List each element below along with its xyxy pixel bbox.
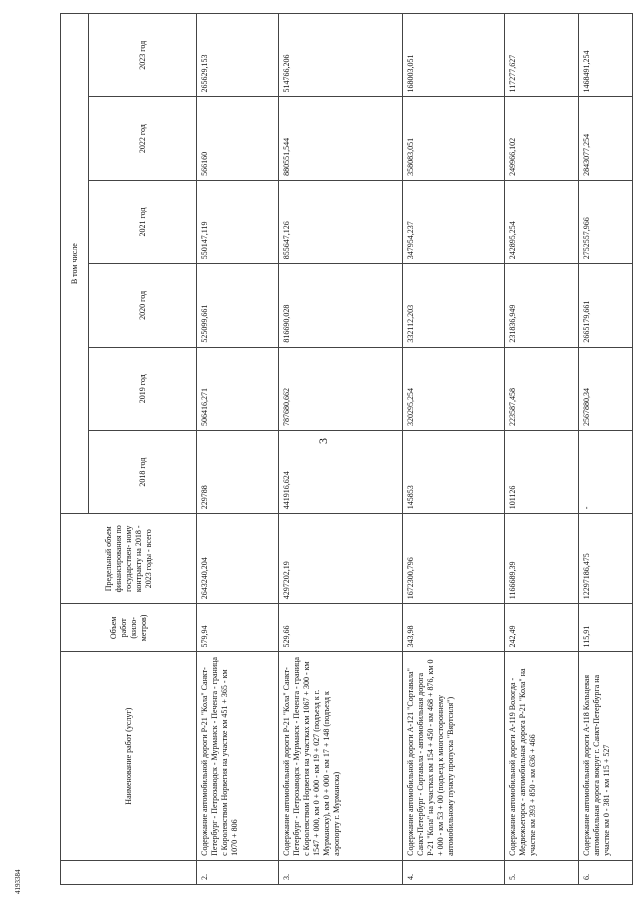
row-name: Содержание автомобильной дороги Р-21 "Кола" Санкт-Петербург - Петрозаводск - Мурманск - Печенга - граница с Королевством Норвегия на участках км 1067 + 300 - км 1547 + 000, км 0 + 000 - км 19 + 027 (подъезд к г. Мурманску), км 0 + 000 - км 17 + 148 (подъезд к аэропорту г. Мурманска) bbox=[279, 652, 403, 860]
row-index: 3. bbox=[279, 860, 403, 884]
table-row bbox=[505, 14, 579, 885]
row-name: Содержание автомобильной дороги А-121 "Сортавала" Санкт-Петербург - Сортавала - автомобильная дорога Р-21 "Кола" на участках км 154 + 450 - км 468 + 876, км 0 + 000 - км 53 + 00 (подъезд к многостороннему автомобильному пункту пропуска "Вяртсиля") bbox=[403, 652, 505, 860]
header-in-that: В том числе bbox=[61, 14, 89, 514]
header-year-2019: 2019 год bbox=[89, 347, 197, 430]
row-2021: 2752557,966 bbox=[579, 180, 633, 263]
row-2022: 2843077,254 bbox=[579, 97, 633, 180]
row-2022: 566160 bbox=[197, 97, 279, 180]
row-2018: 101126 bbox=[505, 430, 579, 513]
page-number: 3 bbox=[316, 438, 330, 444]
row-index: 4. bbox=[403, 860, 505, 884]
row-2020: 332112,203 bbox=[403, 264, 505, 347]
financing-table bbox=[60, 13, 633, 885]
row-2019: 2567880,34 bbox=[579, 347, 633, 430]
row-volume: 579,94 bbox=[197, 604, 279, 652]
row-2022: 880551,544 bbox=[279, 97, 403, 180]
header-name: Наименование работ (услуг) bbox=[61, 652, 197, 860]
row-volume: 242,49 bbox=[505, 604, 579, 652]
row-2018: - bbox=[579, 430, 633, 513]
row-2021: 242895,254 bbox=[505, 180, 579, 263]
header-limit: Предельный объем финансирования по государствен- ному контракту на 2018 - 2023 годы - всего bbox=[61, 514, 197, 604]
table-row bbox=[279, 14, 403, 885]
row-2019: 506416,271 bbox=[197, 347, 279, 430]
row-name: Содержание автомобильной дороги А-119 Вологда - Медвежьегорск - автомобильная дорога Р-21 "Кола" на участке км 393 + 850 - км 636 + 466 bbox=[505, 652, 579, 860]
rotated-document bbox=[60, 13, 611, 885]
row-2020: 816690,028 bbox=[279, 264, 403, 347]
row-2020: 2665179,661 bbox=[579, 264, 633, 347]
row-2020: 525099,661 bbox=[197, 264, 279, 347]
row-2018: 229788 bbox=[197, 430, 279, 513]
header-year-2022: 2022 год bbox=[89, 97, 197, 180]
header-volume: Объем работ (кило- метров) bbox=[61, 604, 197, 652]
table-row bbox=[579, 14, 633, 885]
row-2019: 223587,458 bbox=[505, 347, 579, 430]
row-limit: 1166689,39 bbox=[505, 514, 579, 604]
header-index bbox=[61, 860, 197, 884]
header-year-2021: 2021 год bbox=[89, 180, 197, 263]
row-limit: 2643240,204 bbox=[197, 514, 279, 604]
row-index: 6. bbox=[579, 860, 633, 884]
row-2021: 855647,126 bbox=[279, 180, 403, 263]
row-volume: 343,98 bbox=[403, 604, 505, 652]
row-2019: 320295,254 bbox=[403, 347, 505, 430]
row-2020: 231836,949 bbox=[505, 264, 579, 347]
row-2023: 265629,153 bbox=[197, 14, 279, 98]
row-limit: 12297186,475 bbox=[579, 514, 633, 604]
row-index: 2. bbox=[197, 860, 279, 884]
row-volume: 115,91 bbox=[579, 604, 633, 652]
table-row bbox=[197, 14, 279, 885]
header-year-2020: 2020 год bbox=[89, 264, 197, 347]
row-2023: 514766,206 bbox=[279, 14, 403, 98]
row-index: 5. bbox=[505, 860, 579, 884]
row-2022: 249966,102 bbox=[505, 97, 579, 180]
table-row bbox=[403, 14, 505, 885]
row-limit: 4297202,19 bbox=[279, 514, 403, 604]
row-2018: 145853 bbox=[403, 430, 505, 513]
row-2023: 168003,051 bbox=[403, 14, 505, 98]
row-2019: 787680,662 bbox=[279, 347, 403, 430]
row-2023: 1468491,254 bbox=[579, 14, 633, 98]
row-2021: 550147,119 bbox=[197, 180, 279, 263]
row-2018: 441916,624 bbox=[279, 430, 403, 513]
footer-code: 4193384 bbox=[14, 869, 22, 894]
row-2023: 117277,627 bbox=[505, 14, 579, 98]
header-year-2023: 2023 год bbox=[89, 14, 197, 98]
row-volume: 529,66 bbox=[279, 604, 403, 652]
header-year-2018: 2018 год bbox=[89, 430, 197, 513]
row-2022: 358083,051 bbox=[403, 97, 505, 180]
row-name: Содержание автомобильной дороги А-118 Кольцевая автомобильная дорога вокруг г. Санкт-Петербурга на участке км 0 - 381 - км 115 + 527 bbox=[579, 652, 633, 860]
row-2021: 347954,237 bbox=[403, 180, 505, 263]
row-limit: 1672300,796 bbox=[403, 514, 505, 604]
row-name: Содержание автомобильной дороги Р-21 "Кола" Санкт-Петербург - Петрозаводск - Мурманск - Печенга - граница с Королевством Норвегия на участке км 451 + 365 - км 1070 + 806 bbox=[197, 652, 279, 860]
